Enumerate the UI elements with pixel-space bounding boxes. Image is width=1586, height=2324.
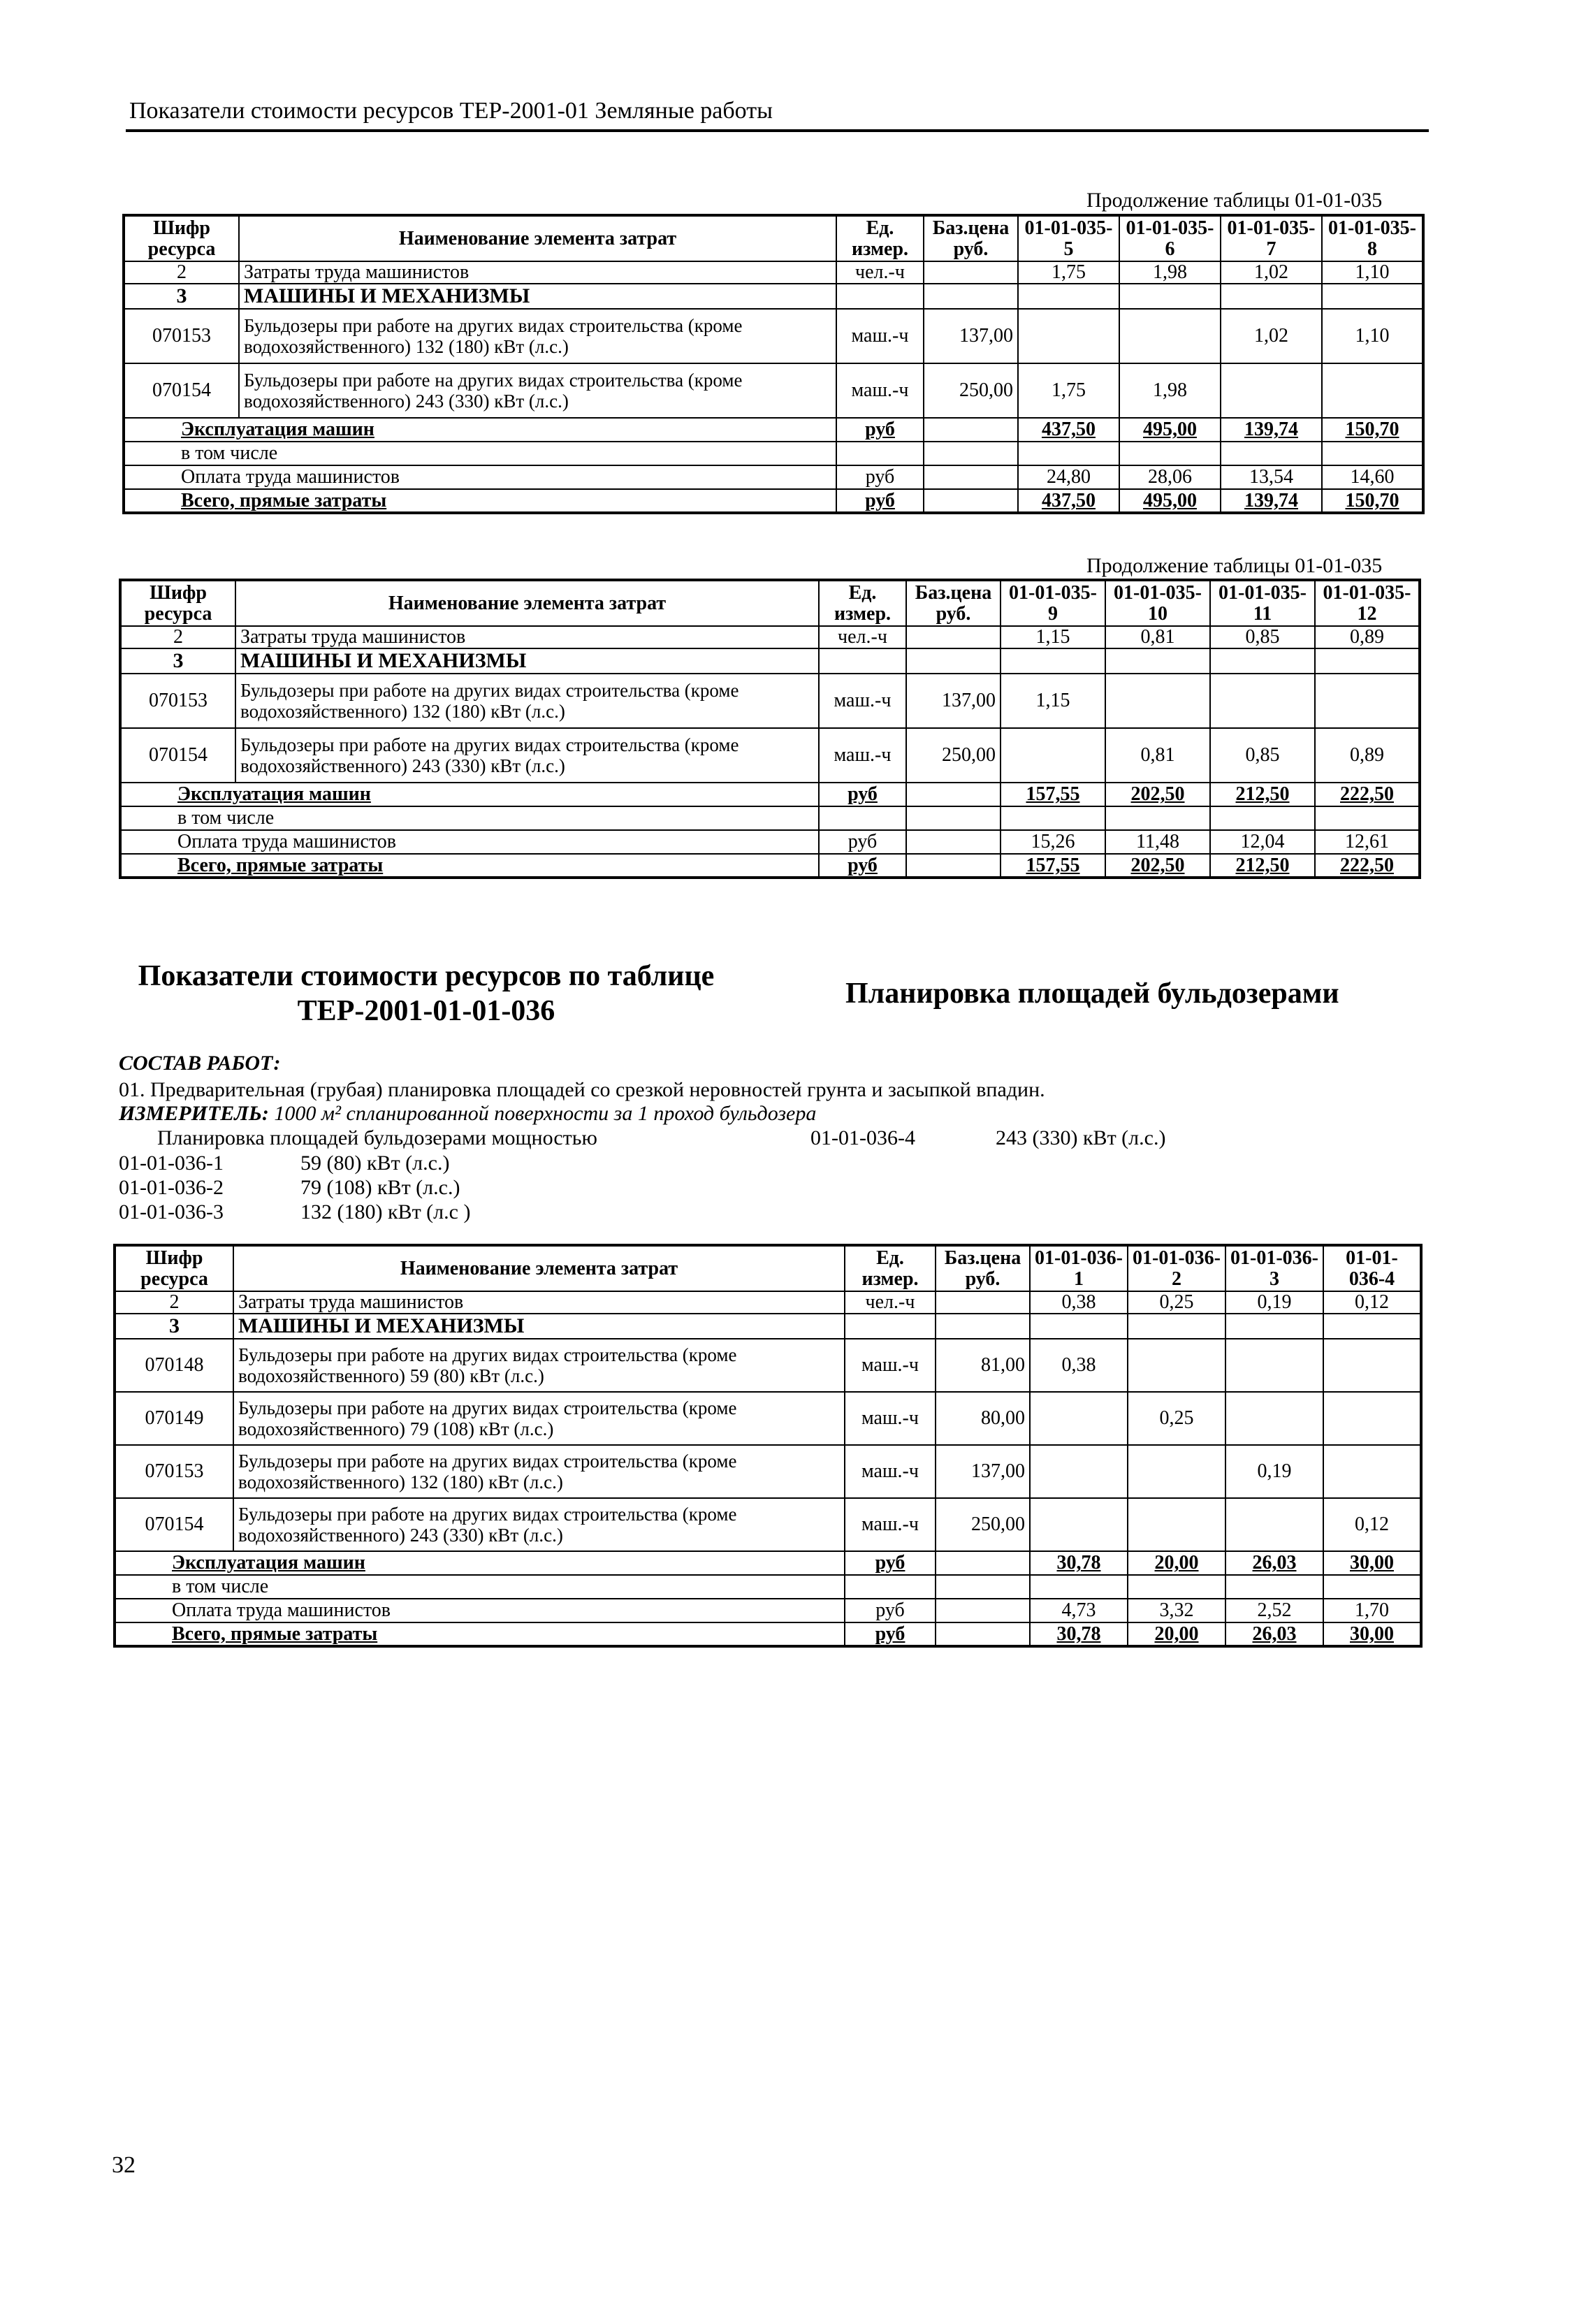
cell-unit: маш.-ч xyxy=(845,1498,936,1551)
cell-price: 250,00 xyxy=(936,1498,1030,1551)
cell-value: 1,02 xyxy=(1221,261,1322,284)
cell-value xyxy=(1030,1575,1128,1599)
item-code: 01-01-036-2 xyxy=(119,1176,224,1199)
cell-section-name: МАШИНЫ И МЕХАНИЗМЫ xyxy=(239,284,836,309)
item-power: 243 (330) кВт (л.с.) xyxy=(996,1126,1166,1149)
cell-value xyxy=(1001,728,1105,783)
col-header-norm: 01-01-036-3 xyxy=(1225,1245,1323,1291)
table1-header-row xyxy=(124,215,1423,261)
cell-value: 202,50 xyxy=(1105,783,1210,806)
cell-name: Бульдозеры при работе на других видах строительства (кроме водохозяйственного) 79 (108) кВт (л.с.) xyxy=(233,1392,845,1445)
cell-code: 3 xyxy=(120,648,235,674)
cell-price: 250,00 xyxy=(906,728,1001,783)
meter-text: 1000 м² спланированной поверхности за 1 проход бульдозера xyxy=(274,1102,817,1125)
cell-unit: маш.-ч xyxy=(836,309,924,363)
cell-value: 0,85 xyxy=(1210,728,1315,783)
cell-value: 0,81 xyxy=(1105,626,1210,648)
cell-value: 157,55 xyxy=(1001,783,1105,806)
cell-price xyxy=(936,1551,1030,1575)
item-code: 01-01-036-1 xyxy=(119,1152,224,1175)
col-header-name: Наименование элемента затрат xyxy=(233,1245,845,1291)
cell-value xyxy=(1210,806,1315,830)
cell-value: 150,70 xyxy=(1322,489,1423,513)
cell-code: 2 xyxy=(115,1291,233,1314)
table-row-machine xyxy=(124,309,1423,363)
cell-value: 0,12 xyxy=(1323,1498,1421,1551)
table-row-operator-pay xyxy=(120,830,1420,854)
bulldozer-power-intro: Планировка площадей бульдозерами мощностью xyxy=(157,1126,597,1149)
cell-value: 0,81 xyxy=(1105,728,1210,783)
cell-unit xyxy=(819,648,906,674)
cell-value: 30,00 xyxy=(1323,1551,1421,1575)
cell-value: 2,52 xyxy=(1225,1599,1323,1622)
cell-code: 2 xyxy=(124,261,239,284)
section-title-line2: ТЕР-2001-01-01-036 xyxy=(297,995,555,1028)
cell-value xyxy=(1001,648,1105,674)
cell-code: 070154 xyxy=(115,1498,233,1551)
cell-price xyxy=(906,854,1001,878)
table-row-exploitation xyxy=(120,783,1420,806)
cell-code: 070154 xyxy=(124,363,239,418)
cell-unit: руб xyxy=(845,1551,936,1575)
cell-name: Всего, прямые затраты xyxy=(120,854,819,878)
cell-value: 212,50 xyxy=(1210,783,1315,806)
cell-value: 1,70 xyxy=(1323,1599,1421,1622)
cell-code: 3 xyxy=(115,1314,233,1339)
cell-value xyxy=(1030,1498,1128,1551)
table2-header-row xyxy=(120,580,1420,626)
table-row-including xyxy=(120,806,1420,830)
cell-value xyxy=(1323,1339,1421,1392)
cell-price xyxy=(906,830,1001,854)
table3-header-row xyxy=(115,1245,1421,1291)
cell-value: 1,98 xyxy=(1119,261,1221,284)
cell-name: в том числе xyxy=(124,442,836,465)
cell-price xyxy=(924,489,1018,513)
table-row-operator-pay xyxy=(124,465,1423,489)
col-header-norm: 01-01-035-12 xyxy=(1315,580,1420,626)
table-row-section xyxy=(115,1314,1421,1339)
col-header-norm: 01-01-036-2 xyxy=(1128,1245,1225,1291)
cell-value xyxy=(1018,284,1119,309)
cell-value xyxy=(1315,806,1420,830)
cell-unit: маш.-ч xyxy=(819,674,906,728)
cell-section-name: МАШИНЫ И МЕХАНИЗМЫ xyxy=(235,648,819,674)
item-power: 59 (80) кВт (л.с.) xyxy=(300,1152,450,1175)
table-row-exploitation xyxy=(124,418,1423,442)
cell-value: 3,32 xyxy=(1128,1599,1225,1622)
table-row-labor xyxy=(124,261,1423,284)
cell-name: в том числе xyxy=(120,806,819,830)
cell-value: 0,85 xyxy=(1210,626,1315,648)
cell-code: 070148 xyxy=(115,1339,233,1392)
cell-value xyxy=(1128,1498,1225,1551)
cell-code: 070153 xyxy=(120,674,235,728)
table-row-machine xyxy=(120,728,1420,783)
cell-price xyxy=(924,261,1018,284)
cell-value xyxy=(1128,1339,1225,1392)
cell-value: 24,80 xyxy=(1018,465,1119,489)
cell-name: Затраты труда машинистов xyxy=(233,1291,845,1314)
cell-unit: руб xyxy=(836,465,924,489)
cell-value: 11,48 xyxy=(1105,830,1210,854)
cell-name: Бульдозеры при работе на других видах строительства (кроме водохозяйственного) 243 (330) кВт (л.с.) xyxy=(235,728,819,783)
cell-name: Бульдозеры при работе на других видах строительства (кроме водохозяйственного) 132 (180) кВт (л.с.) xyxy=(233,1445,845,1498)
cell-name: Бульдозеры при работе на других видах строительства (кроме водохозяйственного) 132 (180) кВт (л.с.) xyxy=(235,674,819,728)
cell-value xyxy=(1323,1445,1421,1498)
cell-unit xyxy=(836,442,924,465)
cell-value: 26,03 xyxy=(1225,1622,1323,1646)
cell-value: 0,25 xyxy=(1128,1291,1225,1314)
cell-value: 30,78 xyxy=(1030,1551,1128,1575)
cell-value xyxy=(1210,648,1315,674)
cell-value xyxy=(1225,1339,1323,1392)
cell-value xyxy=(1128,1445,1225,1498)
table-row-including xyxy=(124,442,1423,465)
cell-unit xyxy=(819,806,906,830)
cell-value xyxy=(1322,284,1423,309)
cell-value: 1,02 xyxy=(1221,309,1322,363)
col-header-unit: Ед. измер. xyxy=(836,215,924,261)
cell-value: 4,73 xyxy=(1030,1599,1128,1622)
table3-resources xyxy=(113,1244,1423,1648)
cell-unit: маш.-ч xyxy=(819,728,906,783)
col-header-unit: Ед. измер. xyxy=(845,1245,936,1291)
cell-unit: руб xyxy=(819,783,906,806)
cell-value: 437,50 xyxy=(1018,489,1119,513)
item-power: 132 (180) кВт (л.с ) xyxy=(300,1200,471,1223)
cell-code: 070154 xyxy=(120,728,235,783)
cell-value: 139,74 xyxy=(1221,418,1322,442)
cell-unit: руб xyxy=(845,1599,936,1622)
cell-value: 222,50 xyxy=(1315,854,1420,878)
cell-value: 1,15 xyxy=(1001,626,1105,648)
cell-value: 20,00 xyxy=(1128,1622,1225,1646)
col-header-price: Баз.цена руб. xyxy=(924,215,1018,261)
cell-name: Бульдозеры при работе на других видах строительства (кроме водохозяйственного) 132 (180) кВт (л.с.) xyxy=(239,309,836,363)
cell-code: 070149 xyxy=(115,1392,233,1445)
cell-value xyxy=(1225,1392,1323,1445)
cell-value xyxy=(1322,442,1423,465)
cell-name: Оплата труда машинистов xyxy=(115,1599,845,1622)
table-row-exploitation xyxy=(115,1551,1421,1575)
cell-unit: чел.-ч xyxy=(819,626,906,648)
cell-unit: маш.-ч xyxy=(836,363,924,418)
table-row-operator-pay xyxy=(115,1599,1421,1622)
cell-price xyxy=(936,1575,1030,1599)
col-header-code: Шифр ресурса xyxy=(120,580,235,626)
cell-value: 139,74 xyxy=(1221,489,1322,513)
cell-value xyxy=(1105,674,1210,728)
col-header-norm: 01-01-035-5 xyxy=(1018,215,1119,261)
cell-name: Бульдозеры при работе на других видах строительства (кроме водохозяйственного) 59 (80) кВт (л.с.) xyxy=(233,1339,845,1392)
cell-code: 3 xyxy=(124,284,239,309)
section-right-title: Планировка площадей бульдозерами xyxy=(845,978,1339,1010)
header-divider xyxy=(126,129,1429,132)
cell-value: 1,75 xyxy=(1018,363,1119,418)
cell-unit: чел.-ч xyxy=(836,261,924,284)
cell-code: 070153 xyxy=(115,1445,233,1498)
cell-value xyxy=(1018,309,1119,363)
cell-value xyxy=(1225,1498,1323,1551)
cell-price xyxy=(936,1599,1030,1622)
table-row-machine xyxy=(115,1392,1421,1445)
table-row-machine xyxy=(115,1445,1421,1498)
cell-value xyxy=(1210,674,1315,728)
cell-unit: руб xyxy=(819,830,906,854)
cell-value: 0,38 xyxy=(1030,1339,1128,1392)
works-composition-label: СОСТАВ РАБОТ: xyxy=(119,1052,281,1075)
col-header-norm: 01-01-035-11 xyxy=(1210,580,1315,626)
cell-price xyxy=(906,783,1001,806)
cell-value xyxy=(1221,284,1322,309)
cell-unit xyxy=(845,1314,936,1339)
cell-price xyxy=(936,1314,1030,1339)
cell-name: Эксплуатация машин xyxy=(124,418,836,442)
cell-name: Затраты труда машинистов xyxy=(235,626,819,648)
cell-value: 28,06 xyxy=(1119,465,1221,489)
table1-continuation-label: Продолжение таблицы 01-01-035 xyxy=(1086,189,1383,212)
cell-value xyxy=(1105,648,1210,674)
cell-price xyxy=(924,418,1018,442)
cell-code: 2 xyxy=(120,626,235,648)
cell-value: 1,10 xyxy=(1322,309,1423,363)
page-header-title: Показатели стоимости ресурсов ТЕР-2001-01 Земляные работы xyxy=(129,98,773,124)
table-row-section xyxy=(120,648,1420,674)
cell-name: Эксплуатация машин xyxy=(115,1551,845,1575)
cell-value: 1,10 xyxy=(1322,261,1423,284)
cell-value xyxy=(1119,284,1221,309)
cell-value xyxy=(1030,1392,1128,1445)
cell-unit: маш.-ч xyxy=(845,1392,936,1445)
cell-value xyxy=(1119,309,1221,363)
col-header-name: Наименование элемента затрат xyxy=(239,215,836,261)
cell-value xyxy=(1225,1575,1323,1599)
meter-label: ИЗМЕРИТЕЛЬ: xyxy=(119,1102,269,1125)
cell-price xyxy=(936,1291,1030,1314)
cell-value: 437,50 xyxy=(1018,418,1119,442)
item-code: 01-01-036-4 xyxy=(810,1126,915,1149)
cell-value xyxy=(1128,1575,1225,1599)
cell-value xyxy=(1030,1314,1128,1339)
cell-price: 250,00 xyxy=(924,363,1018,418)
item-power: 79 (108) кВт (л.с.) xyxy=(300,1176,460,1199)
cell-value: 202,50 xyxy=(1105,854,1210,878)
cell-value: 0,12 xyxy=(1323,1291,1421,1314)
cell-unit: руб xyxy=(836,418,924,442)
cell-name: Оплата труда машинистов xyxy=(120,830,819,854)
col-header-code: Шифр ресурса xyxy=(115,1245,233,1291)
table-row-labor xyxy=(120,626,1420,648)
cell-value: 0,89 xyxy=(1315,728,1420,783)
cell-price xyxy=(906,626,1001,648)
cell-value xyxy=(1105,806,1210,830)
cell-name: Эксплуатация машин xyxy=(120,783,819,806)
section-title xyxy=(126,959,727,1029)
cell-value: 15,26 xyxy=(1001,830,1105,854)
cell-value: 495,00 xyxy=(1119,418,1221,442)
cell-name: Бульдозеры при работе на других видах строительства (кроме водохозяйственного) 243 (330) кВт (л.с.) xyxy=(233,1498,845,1551)
cell-unit xyxy=(836,284,924,309)
table-row-total xyxy=(120,854,1420,878)
cell-value: 30,78 xyxy=(1030,1622,1128,1646)
cell-unit: маш.-ч xyxy=(845,1339,936,1392)
cell-price xyxy=(906,648,1001,674)
section-title-line1: Показатели стоимости ресурсов по таблице xyxy=(138,960,715,992)
cell-value: 0,19 xyxy=(1225,1291,1323,1314)
cell-unit: маш.-ч xyxy=(845,1445,936,1498)
col-header-code: Шифр ресурса xyxy=(124,215,239,261)
cell-name: Всего, прямые затраты xyxy=(124,489,836,513)
cell-value xyxy=(1018,442,1119,465)
table-row-total xyxy=(115,1622,1421,1646)
works-composition-item: 01. Предварительная (грубая) планировка площадей со срезкой неровностей грунта и засыпкой впадин. xyxy=(119,1078,1045,1101)
cell-name: в том числе xyxy=(115,1575,845,1599)
table-row-total xyxy=(124,489,1423,513)
table2-continuation-label: Продолжение таблицы 01-01-035 xyxy=(1086,554,1383,577)
cell-name: Бульдозеры при работе на других видах строительства (кроме водохозяйственного) 243 (330) кВт (л.с.) xyxy=(239,363,836,418)
cell-price: 81,00 xyxy=(936,1339,1030,1392)
cell-value: 12,04 xyxy=(1210,830,1315,854)
item-code: 01-01-036-3 xyxy=(119,1200,224,1223)
cell-price xyxy=(924,284,1018,309)
cell-value: 26,03 xyxy=(1225,1551,1323,1575)
col-header-norm: 01-01-035-7 xyxy=(1221,215,1322,261)
page-number: 32 xyxy=(112,2152,136,2178)
cell-price: 137,00 xyxy=(906,674,1001,728)
col-header-norm: 01-01-035-9 xyxy=(1001,580,1105,626)
cell-name: Оплата труда машинистов xyxy=(124,465,836,489)
cell-value xyxy=(1323,1575,1421,1599)
col-header-norm: 01-01-035-6 xyxy=(1119,215,1221,261)
col-header-norm: 01-01-035-10 xyxy=(1105,580,1210,626)
table-row-labor xyxy=(115,1291,1421,1314)
cell-value: 1,98 xyxy=(1119,363,1221,418)
col-header-unit: Ед. измер. xyxy=(819,580,906,626)
cell-price: 137,00 xyxy=(924,309,1018,363)
cell-name: Затраты труда машинистов xyxy=(239,261,836,284)
cell-value: 13,54 xyxy=(1221,465,1322,489)
cell-value xyxy=(1323,1314,1421,1339)
cell-value xyxy=(1119,442,1221,465)
table-row-section xyxy=(124,284,1423,309)
table-row-machine xyxy=(124,363,1423,418)
cell-unit: руб xyxy=(836,489,924,513)
cell-value: 1,15 xyxy=(1001,674,1105,728)
cell-value xyxy=(1221,442,1322,465)
cell-value: 222,50 xyxy=(1315,783,1420,806)
table-row-including xyxy=(115,1575,1421,1599)
cell-value xyxy=(1001,806,1105,830)
table-row-machine xyxy=(120,674,1420,728)
cell-value xyxy=(1315,674,1420,728)
cell-section-name: МАШИНЫ И МЕХАНИЗМЫ xyxy=(233,1314,845,1339)
cell-code: 070153 xyxy=(124,309,239,363)
cell-value: 0,25 xyxy=(1128,1392,1225,1445)
col-header-name: Наименование элемента затрат xyxy=(235,580,819,626)
col-header-norm: 01-01-036-4 xyxy=(1323,1245,1421,1291)
cell-price xyxy=(936,1622,1030,1646)
cell-value xyxy=(1128,1314,1225,1339)
cell-price: 137,00 xyxy=(936,1445,1030,1498)
cell-value: 157,55 xyxy=(1001,854,1105,878)
cell-unit: руб xyxy=(819,854,906,878)
cell-unit: чел.-ч xyxy=(845,1291,936,1314)
cell-price xyxy=(924,442,1018,465)
cell-value: 495,00 xyxy=(1119,489,1221,513)
col-header-norm: 01-01-035-8 xyxy=(1322,215,1423,261)
cell-value: 0,89 xyxy=(1315,626,1420,648)
cell-value: 30,00 xyxy=(1323,1622,1421,1646)
table-row-machine xyxy=(115,1498,1421,1551)
cell-unit xyxy=(845,1575,936,1599)
cell-value xyxy=(1315,648,1420,674)
cell-value xyxy=(1322,363,1423,418)
cell-name: Всего, прямые затраты xyxy=(115,1622,845,1646)
cell-price xyxy=(906,806,1001,830)
cell-value xyxy=(1030,1445,1128,1498)
cell-value: 1,75 xyxy=(1018,261,1119,284)
cell-value: 14,60 xyxy=(1322,465,1423,489)
cell-value: 0,38 xyxy=(1030,1291,1128,1314)
cell-price: 80,00 xyxy=(936,1392,1030,1445)
cell-value: 212,50 xyxy=(1210,854,1315,878)
cell-value: 150,70 xyxy=(1322,418,1423,442)
table2-resources xyxy=(119,579,1421,879)
cell-value xyxy=(1221,363,1322,418)
cell-unit: руб xyxy=(845,1622,936,1646)
cell-value xyxy=(1323,1392,1421,1445)
table1-resources xyxy=(122,214,1425,514)
col-header-price: Баз.цена руб. xyxy=(936,1245,1030,1291)
meter-line xyxy=(119,1102,816,1126)
cell-value: 12,61 xyxy=(1315,830,1420,854)
col-header-price: Баз.цена руб. xyxy=(906,580,1001,626)
col-header-norm: 01-01-036-1 xyxy=(1030,1245,1128,1291)
table-row-machine xyxy=(115,1339,1421,1392)
cell-price xyxy=(924,465,1018,489)
cell-value: 0,19 xyxy=(1225,1445,1323,1498)
cell-value xyxy=(1225,1314,1323,1339)
cell-value: 20,00 xyxy=(1128,1551,1225,1575)
